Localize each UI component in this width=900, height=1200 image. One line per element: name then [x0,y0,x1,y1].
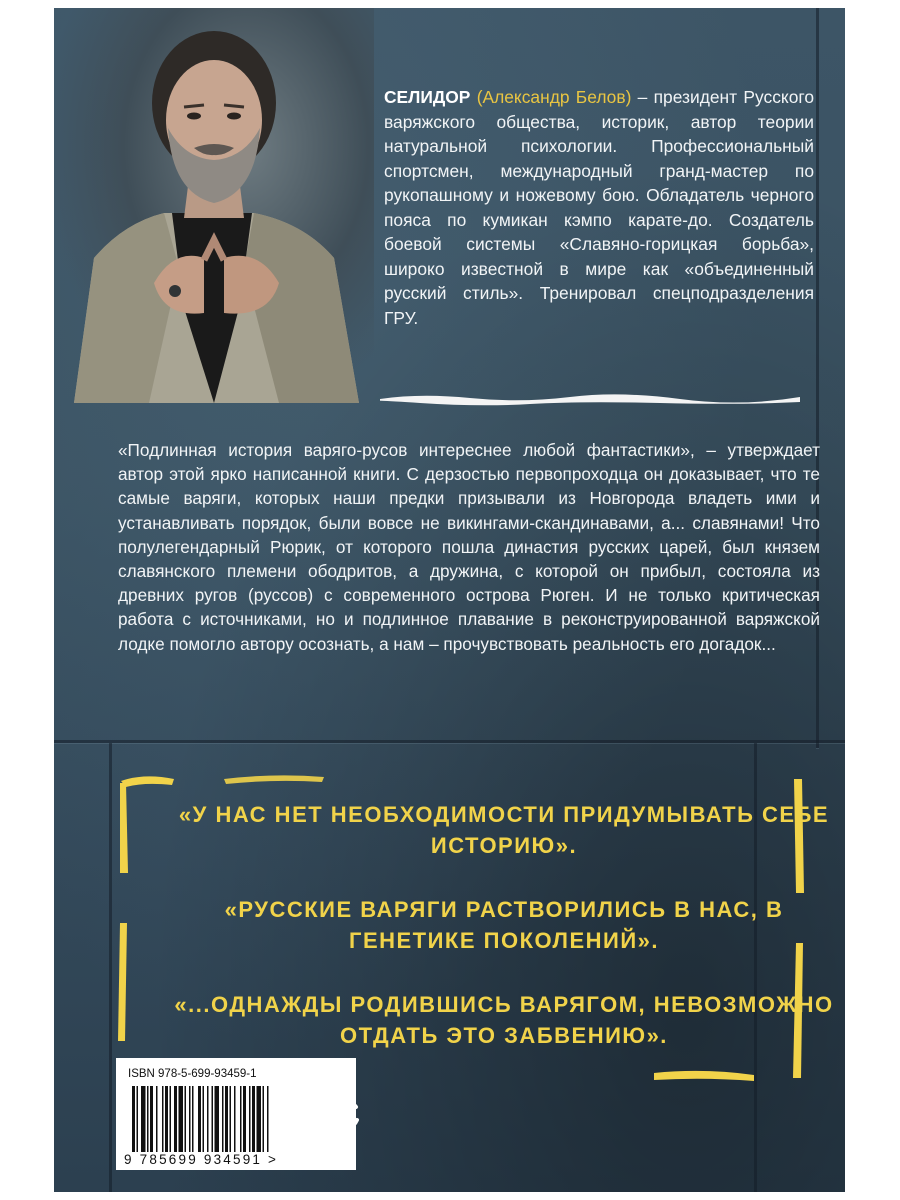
barcode-bar [215,1086,220,1152]
barcode-bar [230,1086,232,1152]
barcode-bar [207,1086,209,1152]
author-bio [384,85,814,330]
author-name: СЕЛИДОР [384,87,471,107]
barcode-digits: 9 785699 934591 > [124,1152,279,1167]
barcode-bar [150,1086,153,1152]
barcode-bar [179,1086,184,1152]
quote-2: «РУССКИЕ ВАРЯГИ РАСТВОРИЛИСЬ В НАС, В ГЕНЕТИКЕ ПОКОЛЕНИЙ». [224,897,784,953]
barcode-bar [156,1086,158,1152]
isbn-barcode-box [116,1058,356,1170]
barcode-bar [189,1086,191,1152]
author-photo [54,8,374,403]
barcode-bar [257,1086,262,1152]
barcode-bar [240,1086,242,1152]
barcode-bar [212,1086,214,1152]
brush-divider [380,391,800,407]
barcode-bar [162,1086,164,1152]
eksmo-logo-icon [324,1093,364,1133]
barcode-bar [249,1086,251,1152]
barcode-bar [147,1086,149,1152]
barcode-bar [185,1086,187,1152]
author-bio-text: – президент Русского варяжского общества, историк, автор теории натуральной психологии. Профессиональный спортсмен, международный гранд-мастер по рукопашному и ножевому бою. Обладатель черного пояса по кумикан кэмпо карате-до. Создатель боевой системы «Славяно-горицкая борьба», широко известной в мире как «объединенный русский стиль». Тренировал спецподразделения ГРУ. [384,87,814,328]
barcode-bar [141,1086,146,1152]
barcode-bar [203,1086,205,1152]
barcode-bar [252,1086,255,1152]
quote-1: «У НАС НЕТ НЕОБХОДИМОСТИ ПРИДУМЫВАТЬ СЕБЕ ИСТОРИЮ». [178,802,830,858]
book-description [118,438,820,656]
barcode-bar [165,1086,168,1152]
barcode-bar [198,1086,201,1152]
barcode-bar [243,1086,246,1152]
barcode-bar [263,1086,265,1152]
barcode-bar [170,1086,172,1152]
barcode-bar [222,1086,224,1152]
description-text: «Подлинная история варяго-русов интереснее любой фантастики», – утверждает автор этой ярко написанной книги. С дерзостью первопроходца он доказывает, что те самые варяги, которых наши предки призывали из Новгорода владеть ими и устанавливать порядок, были вовсе не викингами-скандинавами, а... славянами! Что полулегендарный Рюрик, от которого пошла династия русских царей, был князем славянского племени ободритов, а дружина, с которой он прибыл, состояла из древних ругов (руссов) с современного острова Рюген. И не только критическая работа с источниками, но и подлинное плавание в реконструированной варяжской лодке помогло автору осознать, а нам – прочувствовать реальность его догадок... [118,440,820,654]
book-back-cover [54,8,845,1192]
quote-list [164,800,844,1085]
barcode-bar [174,1086,177,1152]
barcode-bar [192,1086,194,1152]
barcode-bar [267,1086,269,1152]
author-real-name: (Александр Белов) [476,87,632,107]
barcode-bar [225,1086,228,1152]
barcode-bar [132,1086,135,1152]
barcode-graphic [126,1086,346,1152]
isbn-label: ISBN 978-5-699-93459-1 [128,1068,257,1080]
barcode-bar [137,1086,139,1152]
quote-3: «...ОДНАЖДЫ РОДИВШИСЬ ВАРЯГОМ, НЕВОЗМОЖНО ОТДАТЬ ЭТО ЗАБВЕНИЮ». [174,992,834,1048]
barcode-bar [234,1086,236,1152]
